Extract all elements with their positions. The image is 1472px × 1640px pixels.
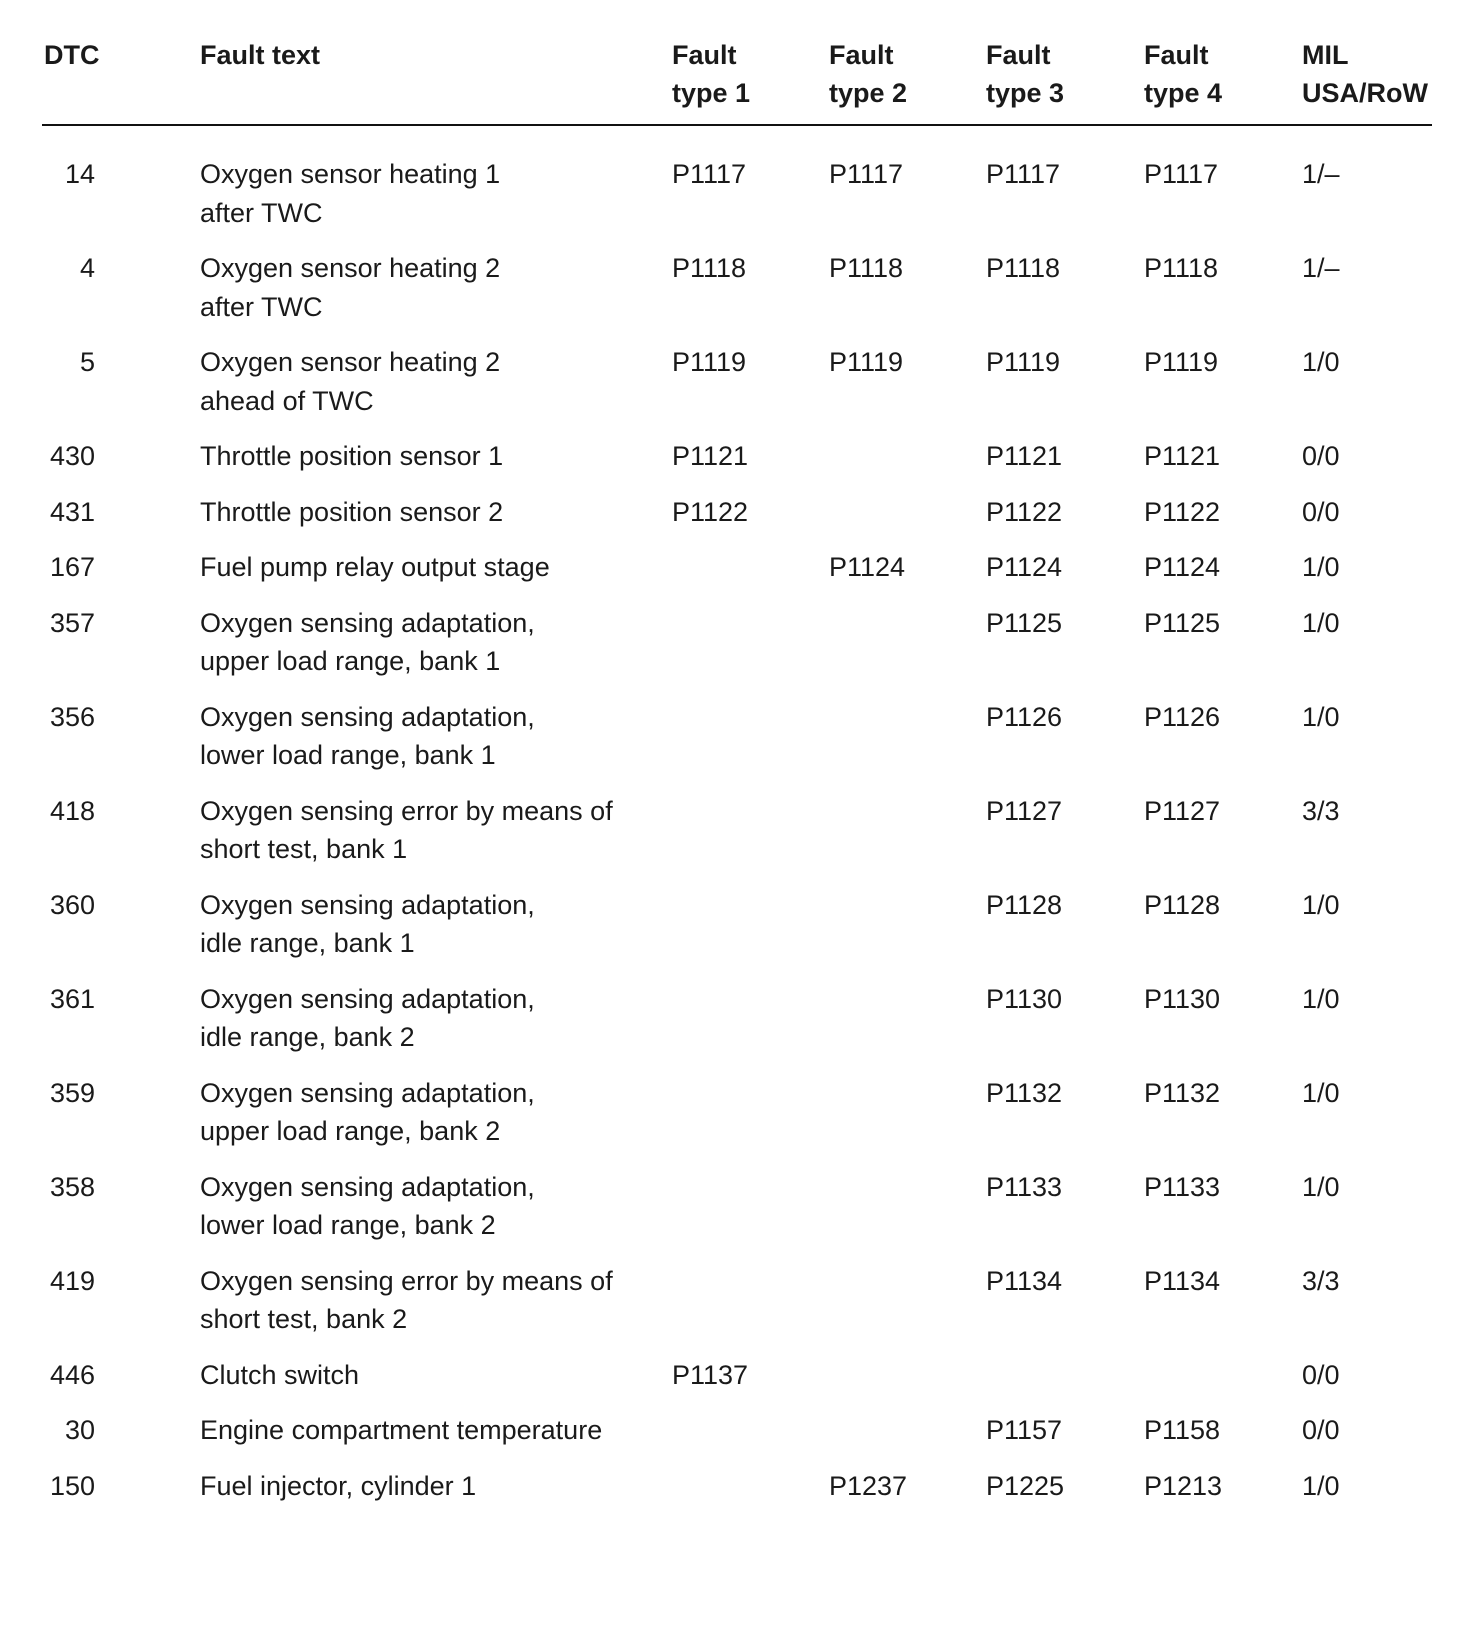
table-row [42,1356,1432,1412]
fault-type-2-cell [829,604,986,698]
fault-type-3-cell: P1133 [986,1171,1063,1202]
fault-text-cell [200,792,672,886]
dtc-cell: 4 [79,253,95,283]
dtc-cell: 431 [49,496,95,527]
fault-type-2-cell: P1117 [829,159,904,189]
dtc-cell: 30 [64,1415,95,1445]
fault-type-4-cell: P1121 [1144,441,1221,471]
mil-cell: 0/0 [1302,496,1340,527]
header-row [42,36,1432,125]
fault-text-line: after TWC [200,197,323,228]
table-row [42,249,1432,343]
fault-type-3-cell: P1118 [986,253,1061,283]
fault-type-2-cell [829,1168,986,1262]
fault-type-2-cell [829,792,986,886]
fault-type-4-cell: P1132 [1144,1077,1221,1108]
fault-text-cell [200,1467,672,1523]
header-fault-type-1: Fault type 1 [672,36,829,125]
fault-text-cell [200,886,672,980]
table-row [42,548,1432,604]
fault-text-cell [200,1411,672,1467]
header-fault-type-4: Fault type 4 [1144,36,1302,125]
fault-type-4-cell: P1125 [1144,607,1221,638]
fault-type-2-cell [829,437,986,493]
mil-cell: 0/0 [1302,1415,1340,1445]
table-row [42,437,1432,493]
fault-text-cell [200,1356,672,1412]
fault-type-2-cell: P1119 [829,347,904,377]
mil-cell: 1/0 [1302,1171,1340,1202]
fault-text-line: Throttle position sensor 1 [200,441,504,471]
dtc-cell: 14 [64,159,95,189]
mil-cell: 1/0 [1302,552,1340,582]
mil-cell: 3/3 [1302,1265,1340,1296]
fault-type-1-cell: P1117 [672,159,747,189]
fault-text-line: lower load range, bank 2 [200,1210,496,1240]
fault-type-2-cell [829,698,986,792]
fault-type-2-cell: P1118 [829,253,904,283]
fault-type-3-cell: P1126 [986,701,1063,732]
fault-type-3-cell: P1132 [986,1077,1063,1108]
fault-type-4-cell [1144,1356,1302,1412]
fault-type-4-cell: P1213 [1144,1470,1223,1501]
fault-type-2-cell: P1124 [829,552,906,582]
fault-type-3-cell: P1121 [986,441,1063,471]
fault-type-2-cell [829,1262,986,1356]
dtc-cell: 358 [49,1171,95,1202]
dtc-cell: 359 [49,1077,95,1108]
fault-type-2-cell [829,980,986,1074]
fault-type-1-cell [672,980,829,1074]
fault-text-line: upper load range, bank 2 [200,1116,501,1146]
fault-type-1-cell: P1118 [672,253,747,283]
dtc-cell: 430 [49,441,95,471]
fault-text-line: short test, bank 2 [200,1304,408,1334]
fault-type-4-cell: P1134 [1144,1265,1221,1296]
fault-type-3-cell: P1134 [986,1265,1063,1296]
table-body [42,125,1432,1522]
mil-cell: 1/0 [1302,983,1340,1014]
fault-type-4-cell: P1128 [1144,889,1221,920]
fault-type-1-cell [672,1168,829,1262]
fault-type-4-cell: P1127 [1144,795,1221,826]
dtc-cell: 418 [49,795,95,826]
dtc-cell: 356 [49,701,95,732]
fault-type-4-cell: P1158 [1144,1415,1221,1445]
table-row [42,792,1432,886]
mil-cell: 0/0 [1302,441,1340,471]
fault-text-line: Oxygen sensing adaptation, [200,1171,535,1202]
fault-text-cell [200,343,672,437]
fault-text-line: idle range, bank 1 [200,928,415,958]
fault-text-line: Fuel injector, cylinder 1 [200,1470,477,1501]
table-row [42,886,1432,980]
mil-cell: 1/0 [1302,701,1340,732]
mil-cell: 0/0 [1302,1359,1340,1390]
fault-type-1-cell [672,604,829,698]
fault-text-line: Clutch switch [200,1359,360,1390]
fault-type-1-cell [672,1467,829,1523]
fault-text-cell [200,548,672,604]
mil-cell: 1/0 [1302,607,1340,638]
fault-type-4-cell: P1117 [1144,159,1219,189]
fault-type-3-cell: P1125 [986,607,1063,638]
table-row [42,343,1432,437]
fault-type-3-cell: P1127 [986,795,1063,826]
fault-text-line: Oxygen sensing adaptation, [200,701,535,732]
table-row [42,1262,1432,1356]
fault-type-3-cell: P1117 [986,159,1061,189]
fault-text-line: Oxygen sensing error by means of [200,795,613,826]
fault-text-line: Throttle position sensor 2 [200,496,504,527]
fault-type-4-cell: P1133 [1144,1171,1221,1202]
mil-cell: 1/– [1302,253,1340,283]
dtc-cell: 167 [49,552,95,582]
fault-type-2-cell [829,1356,986,1412]
header-fault-text: Fault text [200,36,672,125]
dtc-cell: 5 [79,347,95,377]
fault-type-2-cell: P1237 [829,1470,908,1501]
fault-text-cell [200,125,672,249]
fault-type-2-cell [829,886,986,980]
fault-text-line: Oxygen sensor heating 2 [200,347,501,377]
fault-text-line: Oxygen sensing adaptation, [200,889,535,920]
fault-text-line: idle range, bank 2 [200,1022,415,1052]
fault-type-3-cell: P1128 [986,889,1063,920]
mil-cell: 1/0 [1302,889,1340,920]
dtc-cell: 360 [49,889,95,920]
fault-type-1-cell [672,548,829,604]
fault-type-1-cell: P1119 [672,347,747,377]
fault-text-cell [200,698,672,792]
fault-type-1-cell [672,1262,829,1356]
table-row [42,1467,1432,1523]
fault-text-cell [200,604,672,698]
table-row [42,604,1432,698]
fault-text-line: Fuel pump relay output stage [200,552,550,582]
fault-text-line: upper load range, bank 1 [200,646,501,676]
fault-type-2-cell [829,1411,986,1467]
fault-type-4-cell: P1126 [1144,701,1221,732]
mil-cell: 1/– [1302,159,1340,189]
fault-type-4-cell: P1119 [1144,347,1219,377]
fault-type-1-cell [672,698,829,792]
header-fault-type-3: Fault type 3 [986,36,1144,125]
fault-type-3-cell: P1122 [986,496,1063,527]
table-row [42,1411,1432,1467]
fault-type-3-cell: P1119 [986,347,1061,377]
table-row [42,1168,1432,1262]
fault-type-3-cell: P1157 [986,1415,1063,1445]
fault-text-line: Oxygen sensing adaptation, [200,983,535,1014]
fault-type-2-cell [829,493,986,549]
fault-text-line: Oxygen sensing adaptation, [200,1077,535,1108]
table-row [42,125,1432,249]
mil-cell: 1/0 [1302,347,1340,377]
fault-text-line: Oxygen sensor heating 1 [200,159,501,189]
dtc-cell: 150 [49,1470,95,1501]
fault-text-line: Oxygen sensor heating 2 [200,253,501,283]
fault-text-line: lower load range, bank 1 [200,740,496,770]
fault-text-line: Engine compartment temperature [200,1415,603,1445]
dtc-cell: 419 [49,1265,95,1296]
fault-type-1-cell [672,1411,829,1467]
table-row [42,698,1432,792]
fault-text-line: Oxygen sensing adaptation, [200,607,535,638]
fault-type-3-cell: P1124 [986,552,1063,582]
fault-text-cell [200,980,672,1074]
fault-type-1-cell [672,1074,829,1168]
header-mil: MIL USA/RoW [1302,36,1432,125]
mil-cell: 1/0 [1302,1470,1340,1501]
fault-text-cell [200,1262,672,1356]
fault-type-3-cell: P1130 [986,983,1063,1014]
fault-text-cell [200,249,672,343]
fault-type-4-cell: P1118 [1144,253,1219,283]
mil-cell: 3/3 [1302,795,1340,826]
fault-type-3-cell [986,1356,1144,1412]
fault-text-line: Oxygen sensing error by means of [200,1265,613,1296]
fault-text-cell [200,1168,672,1262]
fault-type-4-cell: P1122 [1144,496,1221,527]
fault-text-cell [200,493,672,549]
fault-text-line: ahead of TWC [200,385,374,416]
fault-type-4-cell: P1124 [1144,552,1221,582]
header-dtc: DTC [42,36,200,125]
fault-code-table-page [42,36,1432,1522]
fault-type-4-cell: P1130 [1144,983,1221,1014]
table-row [42,1074,1432,1168]
fault-text-cell [200,437,672,493]
dtc-cell: 357 [49,607,95,638]
fault-text-line: after TWC [200,291,323,322]
mil-cell: 1/0 [1302,1077,1340,1108]
fault-type-3-cell: P1225 [986,1470,1065,1501]
fault-type-1-cell [672,792,829,886]
fault-type-1-cell: P1121 [672,441,749,471]
fault-type-1-cell [672,886,829,980]
fault-text-cell [200,1074,672,1168]
fault-code-table [42,36,1432,1522]
fault-type-1-cell: P1122 [672,496,749,527]
header-fault-type-2: Fault type 2 [829,36,986,125]
fault-text-line: short test, bank 1 [200,834,408,864]
dtc-cell: 446 [49,1359,95,1390]
dtc-cell: 361 [49,983,95,1014]
fault-type-1-cell: P1137 [672,1359,749,1390]
table-row [42,493,1432,549]
table-row [42,980,1432,1074]
fault-type-2-cell [829,1074,986,1168]
